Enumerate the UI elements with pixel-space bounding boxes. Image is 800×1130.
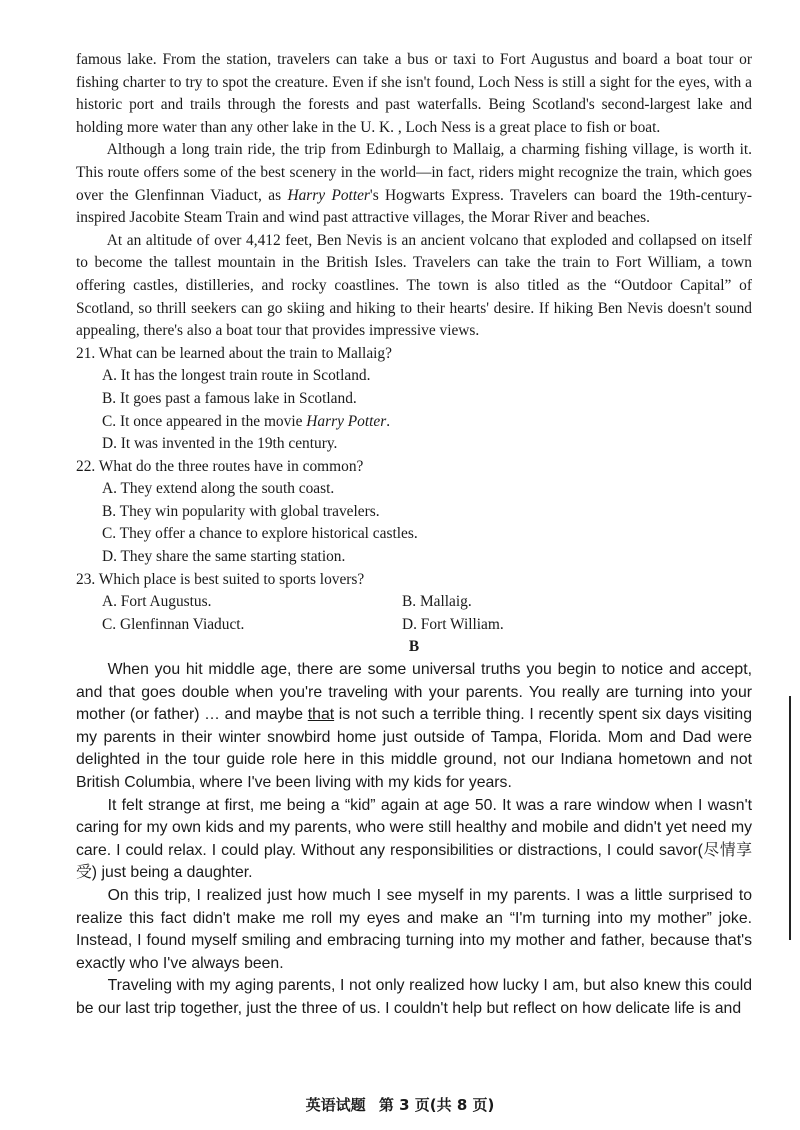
footer-page-number: 第 3 页(共 8 页): [378, 1096, 495, 1114]
passage-b-p1-text-1: When you hit middle age, there are some universal truths you begin to notice and accept, and that goes double when you're traveling with your parents. You really are turning into your mother (or father) … and maybe: [76, 661, 752, 724]
question-21-stem: 21. What can be learned about the train to Mallaig?: [76, 344, 392, 362]
passage-a-paragraph-2: [76, 139, 752, 229]
question-23-option-c: C. Glenfinnan Viaduct.: [102, 615, 245, 633]
question-22-option-a: A. They extend along the south coast.: [102, 480, 335, 498]
question-22-stem: 22. What do the three routes have in common?: [76, 457, 364, 475]
passage-b-paragraph-1: [76, 659, 752, 795]
passage-b-paragraph-2: It felt strange at first, me being a “kid” again at age 50. It was a rare window when I wasn't caring for my own kids and my parents, who were still healthy and mobile and didn't yet need my care. I could relax. I could play. Without any responsibilities or distractions, I could savor(尽情享受) just being a daughter.: [76, 796, 752, 882]
question-23-option-b: B. Mallaig.: [402, 593, 472, 611]
section-b-passage: [76, 659, 752, 1021]
question-21: [76, 343, 752, 456]
question-22-option-d: D. They share the same starting station.: [102, 548, 346, 566]
question-23-option-a: A. Fort Augustus.: [102, 593, 212, 611]
question-23-option-d: D. Fort William.: [402, 615, 504, 633]
question-22: [76, 456, 752, 569]
question-21-option-a: A. It has the longest train route in Scotland.: [102, 367, 371, 385]
question-23-options-row-2: [76, 614, 752, 637]
scan-edge-line: [789, 696, 791, 940]
page-body: [76, 49, 752, 1021]
question-23-options-row-1: [76, 591, 752, 614]
passage-b-paragraph-4: Traveling with my aging parents, I not only realized how lucky I am, but also knew this could be our last trip together, just the three of us. I couldn't help but reflect on how delicate life is and: [76, 977, 752, 1017]
option-c-movie-title: Harry Potter: [306, 412, 387, 430]
passage-a-paragraph-1: famous lake. From the station, travelers can take a bus or taxi to Fort Augustus and board a boat tour or fishing charter to try to spot the creature. Even if she isn't found, Loch Ness is still a sight for the eyes, with a historic port and trails through the forests and past waterfalls. Being Scotland's second-largest lake and holding more water than any other lake in the U. K. , Loch Ness is a great place to fish or boat.: [76, 51, 752, 136]
question-21-option-b: B. It goes past a famous lake in Scotland.: [102, 389, 357, 407]
movie-title-harry-potter: Harry Potter: [287, 186, 370, 204]
passage-a-p2-text-1: Although a long train ride, the trip from Edinburgh to Mallaig, a charming fishing village, is worth it. This route offers some of the best scenery in the world—in fact, riders might recognize the train, which goes over the Glenfinnan Viaduct, as: [76, 141, 752, 204]
passage-b-p1-text-2: is not such a terrible thing. I recently spent six days visiting my parents in their winter snowbird home just outside of Tampa, Florida. Mom and Dad were delighted in the tour guide role here in this middle ground, not our Indiana hometown and not British Columbia, where I've been living with my kids for years.: [76, 706, 753, 791]
passage-a-p2-text-2: 's Hogwarts Express. Travelers can board the 19th-century-inspired Jacobite Steam Train and wind past attractive villages, the Morar River and beaches.: [76, 186, 752, 227]
passage-a-paragraph-3: At an altitude of over 4,412 feet, Ben Nevis is an ancient volcano that exploded and collapsed on itself to become the tallest mountain in the British Isles. Travelers can take the train to Fort William, a town offering castles, distilleries, and rocky coastlines. The town is also titled as the “Outdoor Capital” of Scotland, so thrill seekers can go skiing and hiking to their hearts' desire. If hiking Ben Nevis doesn't sound appealing, there's also a boat tour that provides impressive views.: [76, 231, 752, 340]
option-c-text-2: .: [386, 412, 391, 430]
passage-b-paragraph-3: On this trip, I realized just how much I see myself in my parents. I was a little surprised to realize this fact didn't make me roll my eyes and make an “I'm turning into my mother” joke. Instead, I found myself smiling and embracing turning into my mother and father, because that's exactly who I've always been.: [76, 886, 752, 972]
page-footer: [0, 1094, 800, 1115]
section-b-title: B: [408, 638, 420, 656]
question-22-option-b: B. They win popularity with global travelers.: [102, 502, 380, 520]
option-c-text-1: C. It once appeared in the movie: [102, 412, 307, 430]
question-23-stem: 23. Which place is best suited to sports lovers?: [76, 570, 365, 588]
question-21-option-d: D. It was invented in the 19th century.: [102, 435, 338, 453]
question-23: [76, 569, 752, 637]
question-22-option-c: C. They offer a chance to explore historical castles.: [102, 525, 418, 543]
footer-subject: 英语试题: [305, 1096, 366, 1114]
question-21-option-c: [76, 411, 752, 434]
underlined-word-that: that: [307, 706, 335, 724]
